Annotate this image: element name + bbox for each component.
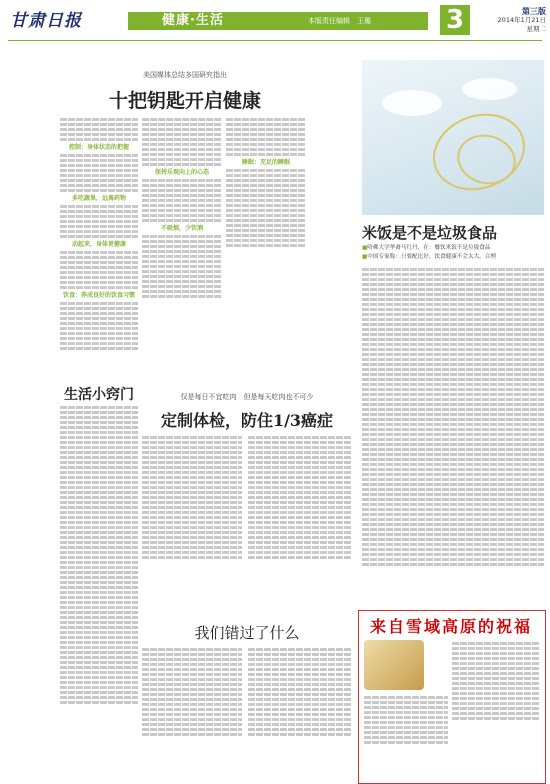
- article5-column-1: [142, 646, 242, 776]
- article1-column-3: [226, 116, 306, 372]
- date-block: [476, 7, 546, 34]
- article1-subhead-5: 保持乐观向上的心态: [154, 169, 209, 176]
- issue-date: 2014年1月21日: [497, 16, 546, 24]
- article4-column-1: [142, 434, 242, 614]
- article4-kicker: 仅是每日不宜吃肉 但是每天吃肉也不可少: [180, 393, 314, 401]
- article2-bullet-1: ■哈佛大学华裔马红丹，在：餐饮米饭不是垃圾食品: [362, 245, 491, 251]
- edition-label: 第三版: [522, 7, 546, 16]
- ad-product-image: [364, 640, 424, 690]
- article3-title: 生活小窍门: [64, 387, 134, 403]
- article2-bullet-2: ■中国专家称：只要配比好，饮食健康不会太大，合理: [362, 254, 496, 260]
- section-title: 健康·生活: [162, 13, 224, 28]
- article4-column-2: [248, 434, 352, 614]
- editor-credit: 本版责任编辑 王璐: [308, 17, 371, 25]
- article2-bullets: [362, 244, 544, 262]
- article1-subhead-3: 动起来，身体更健康: [71, 241, 126, 248]
- article5-column-2: [248, 646, 352, 776]
- article1-subhead-1: 控制：身体状态的把握: [68, 144, 129, 151]
- article1-subhead-2: 多吃蔬果，远离药物: [71, 195, 126, 202]
- article3-body: [60, 404, 138, 774]
- ad-column-2: [452, 640, 540, 778]
- article1-subhead-4: 饮食：养成良好的饮食习惯: [62, 292, 135, 299]
- article1-column-2: [142, 116, 222, 372]
- article5-title: 我们错过了什么: [194, 624, 300, 642]
- article2-title: 米饭是不是垃圾食品: [362, 224, 498, 242]
- article1-subhead-6: 不吸烟，少饮酒: [160, 225, 203, 232]
- section-header: [128, 12, 428, 30]
- article4-title: 定制体检，防住1/3癌症: [160, 411, 334, 430]
- page-number: 3: [440, 5, 470, 35]
- article1-subhead-7: 睡眠：充足的睡眠: [241, 159, 290, 166]
- ad-title: 来自雪域高原的祝福: [369, 617, 532, 636]
- article1-title: 十把钥匙开启健康: [108, 90, 261, 112]
- header-rule: [8, 40, 542, 41]
- ad-column-1: [364, 694, 448, 778]
- article1-column-1: [60, 116, 138, 372]
- article2-body: [362, 266, 544, 596]
- article1-kicker: 美国媒体总结多国研究指出: [143, 71, 227, 79]
- newspaper-logo: 甘肃日报: [10, 11, 82, 31]
- issue-weekday: 星期二: [526, 25, 546, 33]
- health-photo: [362, 60, 544, 215]
